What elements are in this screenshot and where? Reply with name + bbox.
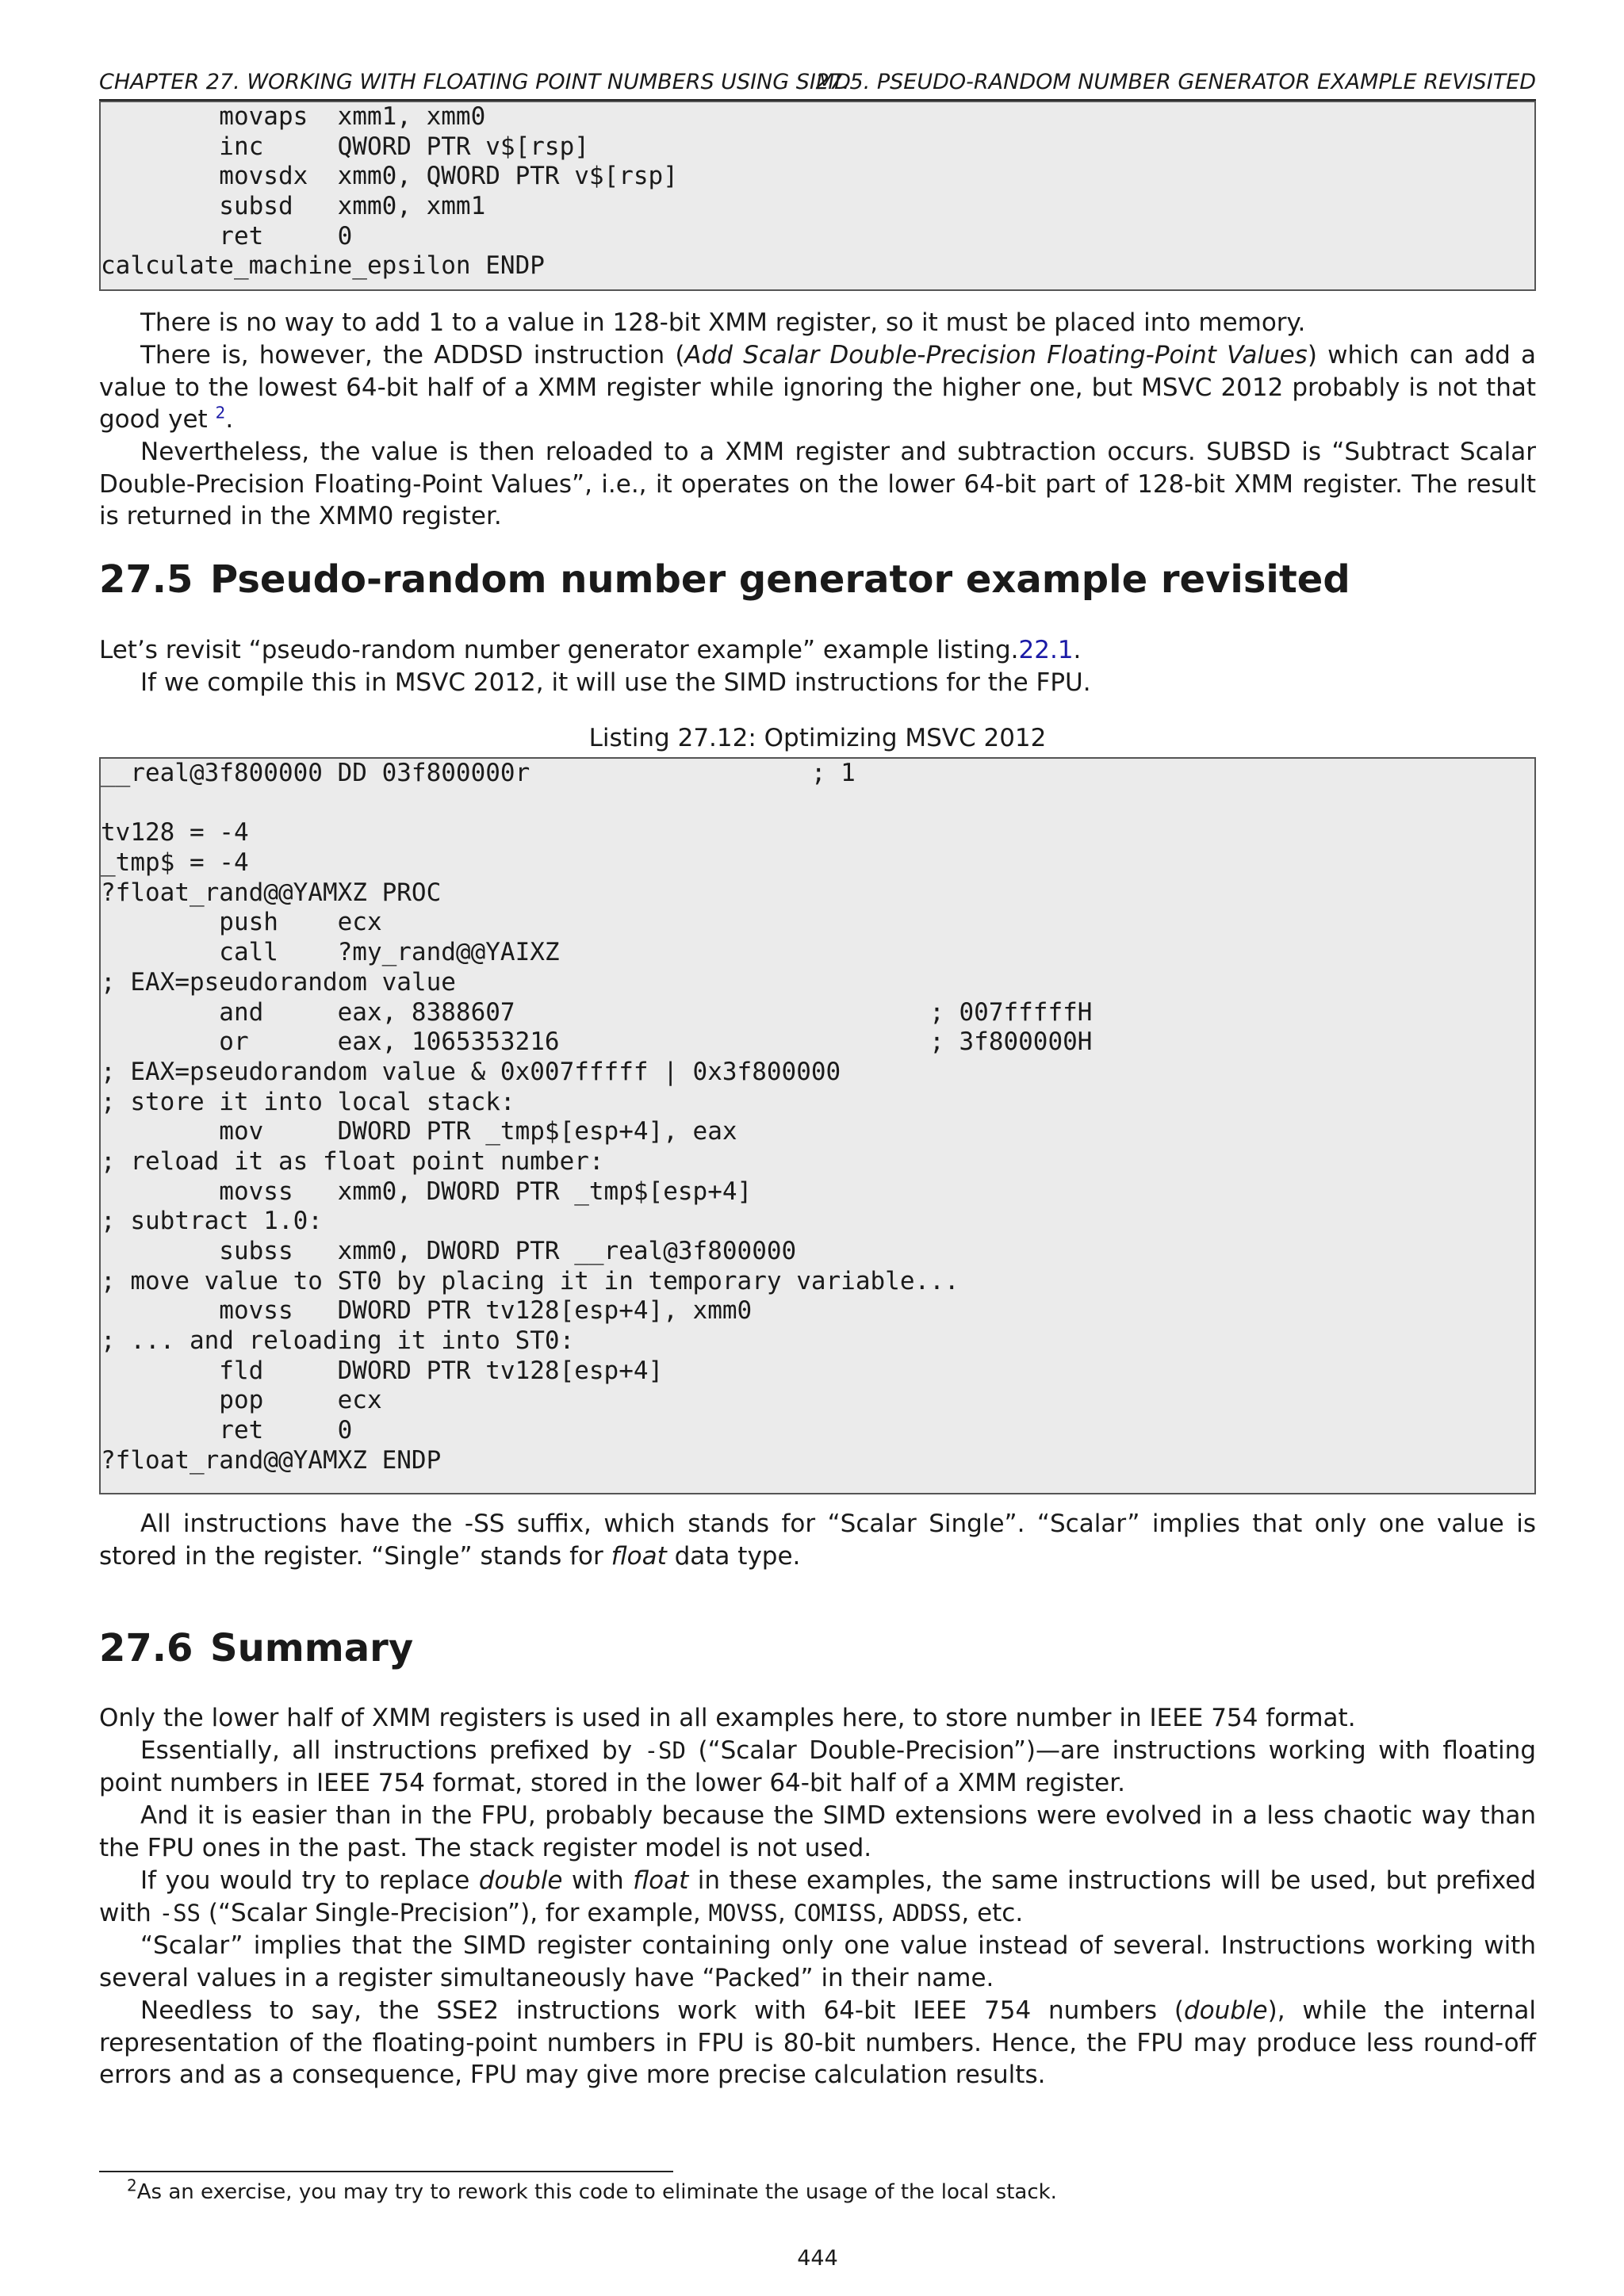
emphasis: float	[633, 1866, 689, 1895]
emphasis: Add Scalar Double-Precision Floating-Point Values	[684, 341, 1308, 369]
section-heading	[99, 556, 1350, 603]
section-number: 27.5	[99, 557, 193, 602]
code-line: push ecx	[101, 908, 382, 937]
section-number: 27.6	[99, 1626, 193, 1670]
section-title: Summary	[210, 1626, 414, 1670]
inline-code: ADDSS	[892, 1899, 962, 1927]
document-page	[99, 0, 1536, 2296]
footnote-rule	[99, 2171, 673, 2172]
paragraph: There is, however, the ADDSD instruction (Add Scalar Double-Precision Floating-Point Values) which can add a value to the lowest 64-bit half of a XMM register while ignoring the higher one, but MSVC 2012 probably is not that good yet $^2$.	[99, 341, 1536, 434]
paragraph: And it is easier than in the FPU, probably because the SIMD extensions were evolved in a less chaotic way than the FPU ones in the past. The stack register model is not used.	[99, 1801, 1536, 1862]
paragraph: All instructions have the -SS suffix, which stands for “Scalar Single”. “Scalar” implies that only one value is stored in the register. “Single” stands for float data type.	[99, 1510, 1536, 1571]
code-line: ; reload it as float point number:	[101, 1146, 604, 1176]
code-line: pop ecx	[101, 1386, 382, 1415]
code-line: inc QWORD PTR v$[rsp]	[101, 132, 589, 161]
code-line: ?float_rand@@YAMXZ ENDP	[101, 1445, 442, 1475]
code-line: and eax, 8388607 ; 007fffffH	[101, 997, 1093, 1027]
code-line: ?float_rand@@YAMXZ PROC	[101, 878, 442, 907]
section-title: Pseudo-random number generator example revisited	[210, 557, 1350, 602]
listing-caption: Listing 27.12: Optimizing MSVC 2012	[588, 724, 1047, 752]
paragraph: Only the lower half of XMM registers is used in all examples here, to store number in IEEE 754 format.	[99, 1704, 1356, 1732]
code-line: ; subtract 1.0:	[101, 1207, 323, 1236]
footnote-ref[interactable]: 2	[215, 403, 226, 423]
code-line: ; ... and reloading it into ST0:	[101, 1326, 575, 1356]
inline-code: -SD	[644, 1737, 686, 1764]
paragraph: Nevertheless, the value is then reloaded to a XMM register and subtraction occurs. SUBSD is “Subtract Scalar Double-Precision Floating-Point Values”, i.e., it operates on the lower 64-bit part of 128-bit XMM register. The result is returned in the XMM0 register.	[99, 438, 1536, 531]
footnote-mark: 2	[127, 2175, 137, 2195]
emphasis: double	[1183, 1996, 1268, 2025]
code-line: ; store it into local stack:	[101, 1087, 515, 1116]
section-heading	[99, 1624, 413, 1672]
header-chapter: CHAPTER 27. WORKING WITH FLOATING POINT NUMBERS USING SIMD	[99, 70, 851, 94]
paragraph: If we compile this in MSVC 2012, it will use the SIMD instructions for the FPU.	[140, 668, 1091, 697]
emphasis: float	[611, 1541, 667, 1571]
code-line: ret 0	[101, 1416, 353, 1445]
paragraph: If you would try to replace double with float in these examples, the same instructions will be used, but prefixed with -SS (“Scalar Single-Precision”), for example, MOVSS, COMISS, ADDSS, etc.	[99, 1866, 1537, 1927]
code-line: ; move value to ST0 by placing it in temporary variable...	[101, 1266, 959, 1295]
code-listing-float-rand	[99, 757, 1536, 1494]
code-line: call ?my_rand@@YAIXZ	[101, 938, 560, 967]
paragraph: Needless to say, the SSE2 instructions work with 64-bit IEEE 754 numbers (double), while the internal representation of the floating-point numbers in FPU is 80-bit numbers. Hence, the FPU may produce less round-off errors and as a consequence, FPU may give more precise calculation results.	[99, 1996, 1536, 2090]
code-line: ; EAX=pseudorandom value	[101, 967, 456, 997]
inline-code: -SS	[159, 1899, 201, 1927]
paragraph: Let’s revisit “pseudo-random number generator example” example listing.22.1.	[99, 636, 1082, 664]
paragraph: “Scalar” implies that the SIMD register containing only one value instead of several. Instructions working with several values in a register simultaneously have “Packed” in their name.	[99, 1931, 1536, 1992]
footnote-text: As an exercise, you may try to rework this code to eliminate the usage of the local stack.	[136, 2180, 1057, 2204]
inline-code: MOVSS	[708, 1899, 778, 1927]
header-section: 27.5. PSEUDO-RANDOM NUMBER GENERATOR EXAMPLE REVISITED	[815, 70, 1536, 94]
code-listing-epsilon	[99, 101, 1536, 291]
code-line: ret 0	[101, 221, 353, 251]
footnote	[127, 2175, 1057, 2206]
paragraph: There is no way to add 1 to a value in 128-bit XMM register, so it must be placed into memory.	[140, 308, 1306, 337]
code-line: or eax, 1065353216 ; 3f800000H	[101, 1027, 1093, 1057]
code-line: tv128 = -4	[101, 818, 249, 848]
paragraph: Essentially, all instructions prefixed by -SD (“Scalar Double-Precision”)—are instructions working with floating point numbers in IEEE 754 format, stored in the lower 64-bit half of a XMM register.	[99, 1736, 1536, 1797]
code-line: movsdx xmm0, QWORD PTR v$[rsp]	[101, 162, 678, 191]
page-number: 444	[797, 2246, 838, 2271]
code-line: ; EAX=pseudorandom value & 0x007fffff | 0x3f800000	[101, 1057, 841, 1086]
code-line: __real@3f800000 DD 03f800000r ; 1	[101, 759, 856, 787]
code-line: fld DWORD PTR tv128[esp+4]	[101, 1356, 664, 1385]
inline-code: COMISS	[793, 1899, 877, 1927]
code-line: subss xmm0, DWORD PTR __real@3f800000	[101, 1237, 797, 1265]
code-line: mov DWORD PTR _tmp$[esp+4], eax	[101, 1117, 737, 1146]
emphasis: double	[478, 1866, 563, 1895]
code-line: movaps xmm1, xmm0	[101, 102, 486, 131]
code-line: subsd xmm0, xmm1	[101, 192, 486, 221]
code-line	[101, 789, 1534, 819]
code-line: movss xmm0, DWORD PTR _tmp$[esp+4]	[101, 1177, 753, 1206]
code-line: movss DWORD PTR tv128[esp+4], xmm0	[101, 1296, 753, 1326]
code-line: _tmp$ = -4	[101, 848, 249, 878]
listing-link[interactable]: 22.1	[1018, 636, 1074, 664]
code-line: calculate_machine_epsilon ENDP	[101, 251, 545, 281]
